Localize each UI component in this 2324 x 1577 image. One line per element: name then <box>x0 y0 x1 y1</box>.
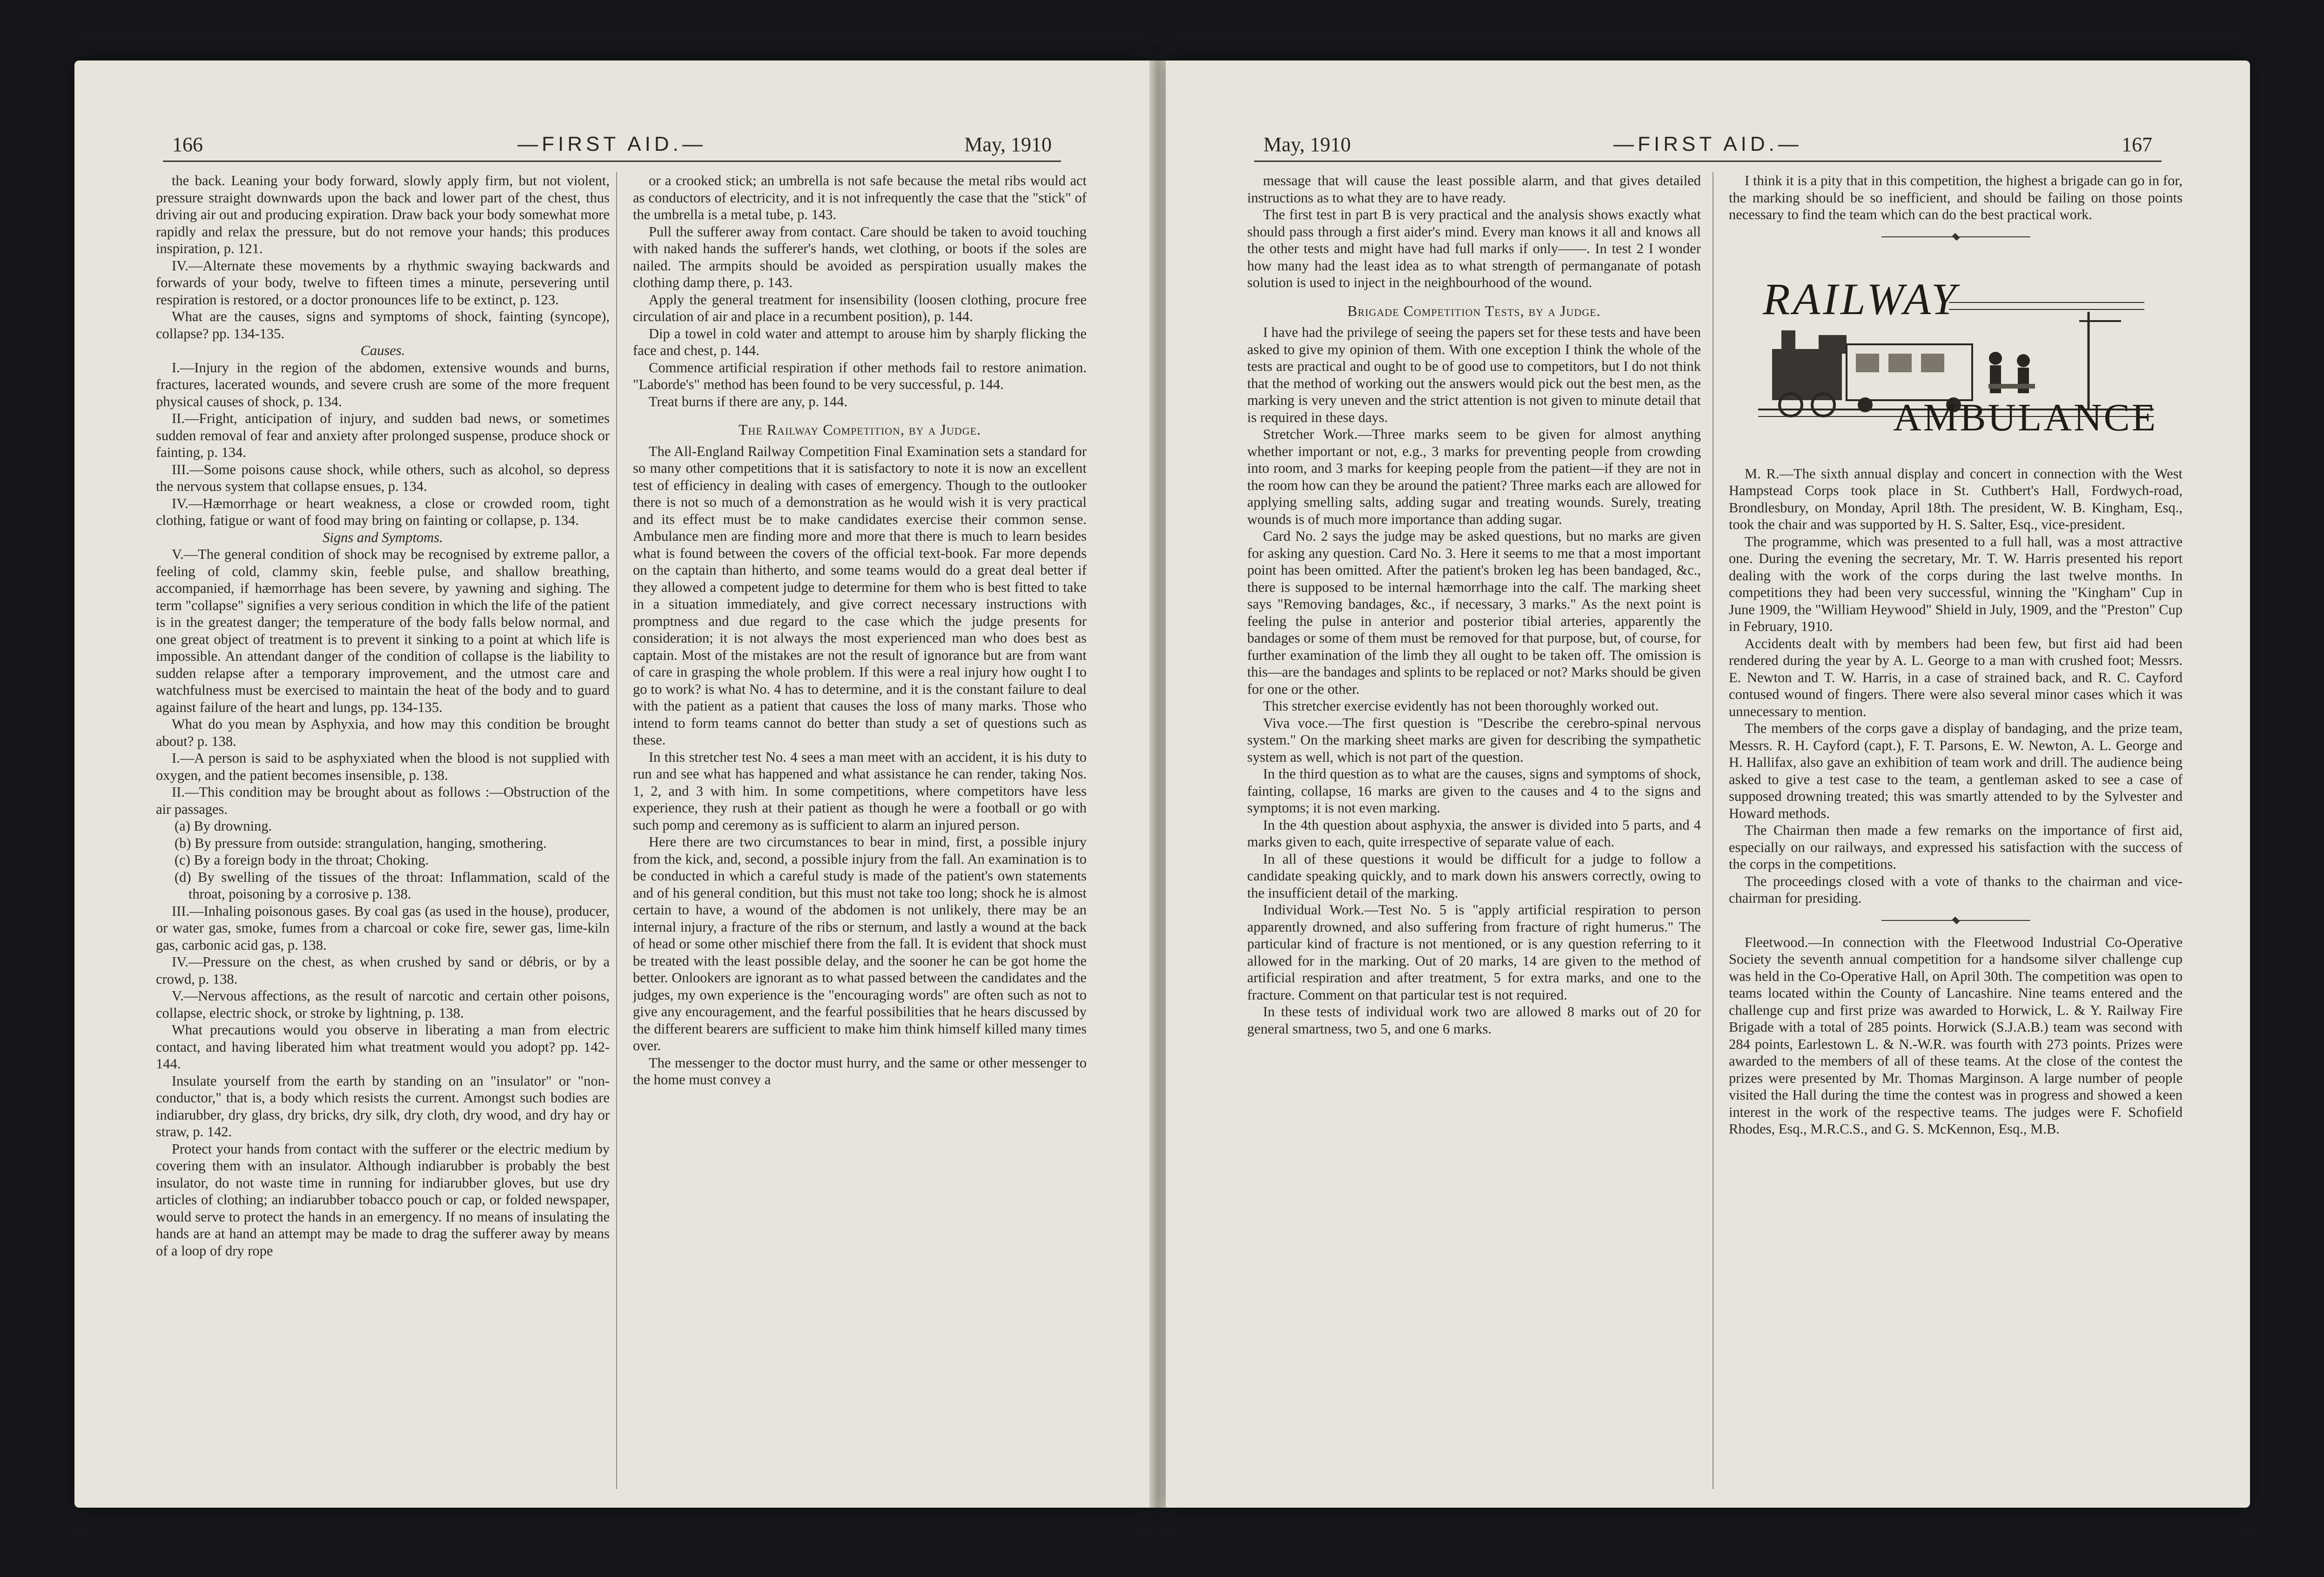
column-paragraph: Accidents dealt with by members had been few, but first aid had been rendered during the year by A. L. George to a man with crushed foot; Messrs. E. Newton and T. W. Harris, in a case of strained back, and R. C. Cayford contused wound of fingers. There were also several minor cases which it was unnecessary to mention. <box>1729 635 2183 719</box>
left-column-1 <box>156 172 610 1489</box>
column-paragraph: IV.—Pressure on the chest, as when crushed by sand or débris, or by a crowd, p. 138. <box>156 954 610 987</box>
column-paragraph: II.—This condition may be brought about as follows :—Obstruction of the air passages. <box>156 784 610 817</box>
column-paragraph: The proceedings closed with a vote of thanks to the chairman and vice-chairman for presiding. <box>1729 873 2183 906</box>
column-paragraph: The All-England Railway Competition Final Examination sets a standard for so many other competitions that it is satisfactory to note it is now an excellent test of efficiency in dealing with cases of emergency. Though to the outlooker there is not so much of a demonstration as he would wish it is very practical and its effect must be to make candidates exercise their common sense. Ambulance men are finding more and more that there is much to learn besides what is found between the covers of the official text-book. Far more depends on the captain than hitherto, and some teams would do a great deal better if they allowed a competent judge to determine for them who is best fitted to take in a situation immediately, and give correct necessary instructions with promptness and due regard to the case which the judge presents for consideration; it is not always the most experienced man who does best as captain. Most of the mistakes are not the result of ignorance but are from want of care in grasping the whole problem. If this were a real injury how ought I to go to work? is what No. 4 has to determine, and it is the constant failure to deal with the patient as a patient that causes the loss of many marks. Those who intend to form teams cannot do better than study a set of questions such as these. <box>633 443 1087 748</box>
section-divider <box>1881 920 2030 921</box>
column-paragraph: Dip a towel in cold water and attempt to arouse him by sharply flicking the face and chest, p. 144. <box>633 325 1087 358</box>
column-paragraph: Individual Work.—Test No. 5 is "apply artificial respiration to person apparently drowned, and also suffering from fracture of right humerus." The particular kind of fracture is not mentioned, or is any question referring to it allowed for in the marking. Out of 20 marks, 14 are given to the method of artificial respiration and after treatment, 5 for extra marks, and one to the fracture. Comment on that particular test is not required. <box>1247 902 1701 1003</box>
column-paragraph: or a crooked stick; an umbrella is not safe because the metal ribs would act as conductors of electricity, and it is not infrequently the case that the "stick" of the umbrella is a metal tube, p. 143. <box>633 173 1087 222</box>
column-paragraph: In the third question as to what are the causes, signs and symptoms of shock, fainting, collapse, 16 marks are given to the causes and 4 to the signs and symptoms; it is not even marking. <box>1247 766 1701 816</box>
column-paragraph: Protect your hands from contact with the sufferer or the electric medium by covering them with an insulator. Although indiarubber is probably the best insulator, do not waste time in running for indiarubber gloves, but use dry articles of clothing; an indiarubber tobacco pouch or cap, or folded newspaper, would serve to protect the hands in an emergency. If no means of insulating the hands are at hand an attempt may be made to drag the sufferer away by means of a loop of dry rope <box>156 1141 610 1259</box>
column-paragraph: V.—The general condition of shock may be recognised by extreme pallor, a feeling of cold, clammy skin, feeble pulse, and shallow breathing, accompanied, if hæmorrhage has been severe, by yawning and sighing. The term "collapse" signifies a very serious condition in which the life of the patient is in the greatest danger; the temperature of the body falls below normal, and one great object of treatment is to prevent it sinking to a point at which life is impossible. An attendant danger of the condition of collapse is the liability to sudden relapse after a temporary improvement, and the utmost care and watchfulness must be exercised to maintain the heat of the body and to guard against failure of the heart and lungs, pp. 134-135. <box>156 546 610 715</box>
column-paragraph: The Chairman then made a few remarks on the importance of first aid, especially on our railways, and expressed his satisfaction with the success of the corps in the competitions. <box>1729 822 2183 872</box>
column-paragraph: What precautions would you observe in liberating a man from electric contact, and having liberated him what treatment would you adopt? pp. 142-144. <box>156 1022 610 1072</box>
column-paragraph: In all of these questions it would be difficult for a judge to follow a candidate speaking quickly, and to mark down his answers correctly, owing to the insufficient detail of the marking. <box>1247 851 1701 901</box>
column-paragraph: I have had the privilege of seeing the papers set for these tests and have been asked to give my opinion of them. With one exception I think the whole of the tests are practical and ought to be of good use to competitors, but I do not think that the method of working out the answers would pick out the best men, as the marking is very uneven and the strict attention is not given to minute detail that is required in these days. <box>1247 324 1701 425</box>
column-paragraph: Signs and Symptoms. <box>322 529 443 545</box>
column-paragraph: Fleetwood.—In connection with the Fleetwood Industrial Co-Operative Society the seventh annual competition for a handsome silver challenge cup was held in the Co-Operative Hall, on April 30th. The competition was open to teams located within the County of Lancashire. Nine teams entered and the challenge cup and first prize was awarded to Horwick, L. & Y. Railway Fire Brigade with a total of 285 points. Horwick (S.J.A.B.) team was second with 284 points, Earlestown L. & N.-W.R. was fourth with 273 points. Prizes were awarded to the members of all of these teams. At the close of the contest the prizes were presented by Mr. Thomas Marginson. A large number of people visited the Hall during the time the contest was in progress and showed a keen interest in the work of the respective teams. The judges were F. Schofield Rhodes, Esq., M.R.C.S., and G. S. McKennon, Esq., M.B. <box>1729 934 2183 1137</box>
column-paragraph: (a) By drowning. <box>175 818 272 834</box>
logo-word-railway: RAILWAY <box>1762 274 1959 324</box>
left-column-2 <box>633 172 1087 1489</box>
column-paragraph: I.—Injury in the region of the abdomen, extensive wounds and burns, fractures, lacerated wounds, and severe crush are some of the more frequent physical causes of shock, p. 134. <box>156 359 610 409</box>
column-paragraph: Pull the sufferer away from contact. Care should be taken to avoid touching with naked hands the sufferer's hands, wet clothing, or boots if the soles are nailed. The armpits should be avoided as perspiration usually makes the clothing damp there, p. 143. <box>633 223 1087 290</box>
column-paragraph: Insulate yourself from the earth by standing on an "insulator" or "non-conductor," that is, a body which resists the current. Amongst such bodies are indiarubber, dry glass, dry bricks, dry silk, dry cloth, dry wood, and dry hay or straw, p. 142. <box>156 1073 610 1140</box>
column-paragraph: Apply the general treatment for insensibility (loosen clothing, procure free circulation of air and place in a recumbent position), p. 144. <box>633 291 1087 324</box>
column-paragraph: III.—Inhaling poisonous gases. By coal gas (as used in the house), producer, or water gas, smoke, fumes from a charcoal or coke fire, sewer gas, lime-kiln gas, carbonic acid gas, p. 138. <box>156 903 610 953</box>
left-page-number: 166 <box>172 133 203 156</box>
right-page <box>1166 60 2250 1508</box>
column-paragraph: V.—Nervous affections, as the result of narcotic and certain other poisons, collapse, electric shock, or stroke by lightning, p. 138. <box>156 988 610 1021</box>
column-paragraph: the back. Leaning your body forward, slowly apply firm, but not violent, pressure straight downwards upon the back and lower part of the chest, thus driving air out and producing expiration. Draw back your body somewhat more rapidly and relax the pressure, but do not remove your hands; this produces inspiration, p. 121. <box>156 173 610 256</box>
column-paragraph: I.—A person is said to be asphyxiated when the blood is not supplied with oxygen, and the patient becomes insensible, p. 138. <box>156 750 610 783</box>
section-divider <box>1881 236 2030 237</box>
right-page-number: 167 <box>2122 133 2152 156</box>
column-paragraph: The programme, which was presented to a full hall, was a most attractive one. During the evening the secretary, Mr. T. W. Harris presented his report dealing with the work of the corps during the last twelve months. In competitions they had been very successful, winning the "Kingham" Cup in June 1909, the "William Heywood" Shield in July, 1909, and the "Preston" Cup in February, 1910. <box>1729 533 2183 634</box>
left-issue-date: May, 1910 <box>964 133 1052 156</box>
column-paragraph: Card No. 2 says the judge may be asked questions, but no marks are given for asking any question. Card No. 3. Here it seems to me that a most important point has been omitted. After the patient's broken leg has been bandaged, &c., there is supposed to be internal hæmorrhage into the calf. The marking sheet says "Removing bandages, &c., if necessary, 3 marks." As the next point is feeling the pulse in anterior and posterior tibial arteries, apparently the bandages or some of them must be removed for that purpose, but, of course, for further examination of the limb they all ought to be taken off. The omission is this—are the bandages and splints to be replaced or not? Marks should be given for one or the other. <box>1247 528 1701 697</box>
right-column-2 <box>1729 172 2183 1489</box>
right-column-1 <box>1247 172 1701 1489</box>
column-paragraph: Causes. <box>360 342 405 358</box>
book-gutter <box>1149 60 1166 1508</box>
column-paragraph: Here there are two circumstances to bear in mind, first, a possible injury from the kick, and, second, a possible injury from the fall. An examination is to be conducted in which a careful study is made of the patient's own statements and of his general condition, but this must not take too long; shock he is almost certain to have, a wound of the abdomen is not unlikely, there may be an internal injury, a fracture of the ribs or sternum, and lastly a wound at the back of head or some other mischief there from the fall. It is evident that shock must be treated with the least possible delay, and the sooner he can be got home the better. Onlookers are ignorant as to what passed between the candidates and the judges, my own experience is the "encouraging words" are often such as not to give any encouragement, and the fearful possibilities that he hears discussed by the different bearers are sufficient to make him think himself killed many times over. <box>633 834 1087 1054</box>
column-paragraph: What do you mean by Asphyxia, and how may this condition be brought about? p. 138. <box>156 716 610 749</box>
column-paragraph: M. R.—The sixth annual display and concert in connection with the West Hampstead Corps took place in St. Cuthbert's Hall, Fordwych-road, Brondlesbury, on Monday, April 18th. The president, W. B. Kingham, Esq., took the chair and was supported by H. S. Salter, Esq., vice-president. <box>1729 465 2183 532</box>
column-paragraph: III.—Some poisons cause shock, while others, such as alcohol, so depress the nervous system that collapse ensues, p. 134. <box>156 461 610 494</box>
column-paragraph: (b) By pressure from outside: strangulation, hanging, smothering. <box>175 835 547 851</box>
column-paragraph: I think it is a pity that in this competition, the highest a brigade can go in for, the marking should be so inefficient, and should be failing on those points necessary to find the team which can do the best practical work. <box>1729 173 2183 222</box>
column-paragraph: Commence artificial respiration if other methods fail to restore animation. "Laborde's" method has been found to be very successful, p. 144. <box>633 359 1087 392</box>
column-paragraph: Treat burns if there are any, p. 144. <box>649 393 848 409</box>
column-paragraph: In this stretcher test No. 4 sees a man meet with an accident, it is his duty to run and see what has happened and what assistance he can render, taking Nos. 1, 2, and 3 with him. In some competitions, where competitors have less experience, they rush at their patient as though he were a football or go with such pomp and ceremony as is sufficient to alarm an injured person. <box>633 749 1087 833</box>
left-magazine-title: —FIRST AID.— <box>517 133 706 155</box>
right-column-2-body <box>1729 465 2183 907</box>
column-paragraph: In these tests of individual work two are allowed 8 marks out of 20 for general smartness, two 5, and one 6 marks. <box>1247 1004 1701 1037</box>
column-paragraph: Stretcher Work.—Three marks seem to be given for almost anything whether important or not, e.g., 3 marks for preventing people from crowding into room, and 3 marks for keeping people from the patient—if they are not in the room how can they be around the patient? Three marks each are allowed for applying smelling salts, adding sugar and treating wounds. Surely, treating wounds is of much more importance than adding sugar. <box>1247 426 1701 527</box>
column-paragraph: The messenger to the doctor must hurry, and the same or other messenger to the home must convey a <box>633 1054 1087 1087</box>
column-paragraph: message that will cause the least possible alarm, and that gives detailed instructions as to what they are to have ready. <box>1247 173 1701 206</box>
right-issue-date: May, 1910 <box>1263 133 1351 156</box>
column-paragraph: What are the causes, signs and symptoms of shock, fainting (syncope), collapse? pp. 134-135. <box>156 309 610 342</box>
column-paragraph: II.—Fright, anticipation of injury, and sudden bad news, or sometimes sudden removal of fear and anxiety after prolonged suspense, produce shock or fainting, p. 134. <box>156 410 610 460</box>
section-heading: The Railway Competition, by a Judge. <box>738 421 981 438</box>
left-column-rule <box>616 172 617 1489</box>
left-page <box>74 60 1149 1508</box>
column-paragraph: In the 4th question about asphyxia, the answer is divided into 5 parts, and 4 marks given to each, quite irrespective of separate value of each. <box>1247 817 1701 850</box>
column-paragraph: (d) By swelling of the tissues of the throat: Inflammation, scald of the throat, poisoning by a corrosive p. 138. <box>175 869 610 902</box>
right-running-header <box>1254 123 2162 162</box>
section-heading: Brigade Competition Tests, by a Judge. <box>1347 302 1601 319</box>
column-paragraph: This stretcher exercise evidently has not been thoroughly worked out. <box>1263 698 1659 714</box>
left-running-header <box>163 123 1061 162</box>
column-paragraph: (c) By a foreign body in the throat; Choking. <box>175 852 429 868</box>
train-illustration-icon <box>1753 270 2158 437</box>
railway-ambulance-logo <box>1753 270 2158 437</box>
column-paragraph: IV.—Hæmorrhage or heart weakness, a close or crowded room, tight clothing, fatigue or want of food may bring on fainting or collapse, p. 134. <box>156 495 610 528</box>
column-paragraph: IV.—Alternate these movements by a rhythmic swaying backwards and forwards of your body, twelve to fifteen times a minute, persevering until respiration is restored, or a doctor pronounces life to be extinct, p. 123. <box>156 257 610 308</box>
column-paragraph: Viva voce.—The first question is "Describe the cerebro-spinal nervous system." On the marking sheet marks are given for describing the sympathetic system as well, which is not part of the question. <box>1247 715 1701 765</box>
right-magazine-title: —FIRST AID.— <box>1613 133 1802 155</box>
column-paragraph: The members of the corps gave a display of bandaging, and the prize team, Messrs. R. H. Cayford (capt.), F. T. Parsons, E. W. Newton, A. L. George and H. Hallifax, also gave an exhibition of team work and drill. The audience being asked to give a test case to the team, a gentleman asked to see a case of supposed drowning treated; this was smartly attended to by the Sylvester and Howard methods. <box>1729 720 2183 821</box>
column-paragraph: The first test in part B is very practical and the analysis shows exactly what should pass through a first aider's mind. Every man knows it all and knows all the other tests and might have had full marks if only——. In test 2 I wonder how many had the least idea as to what strength of permanganate of potash solution is used to inject in the neighbourhood of the wound. <box>1247 207 1701 290</box>
logo-word-ambulance: AMBULANCE <box>1893 396 2157 437</box>
